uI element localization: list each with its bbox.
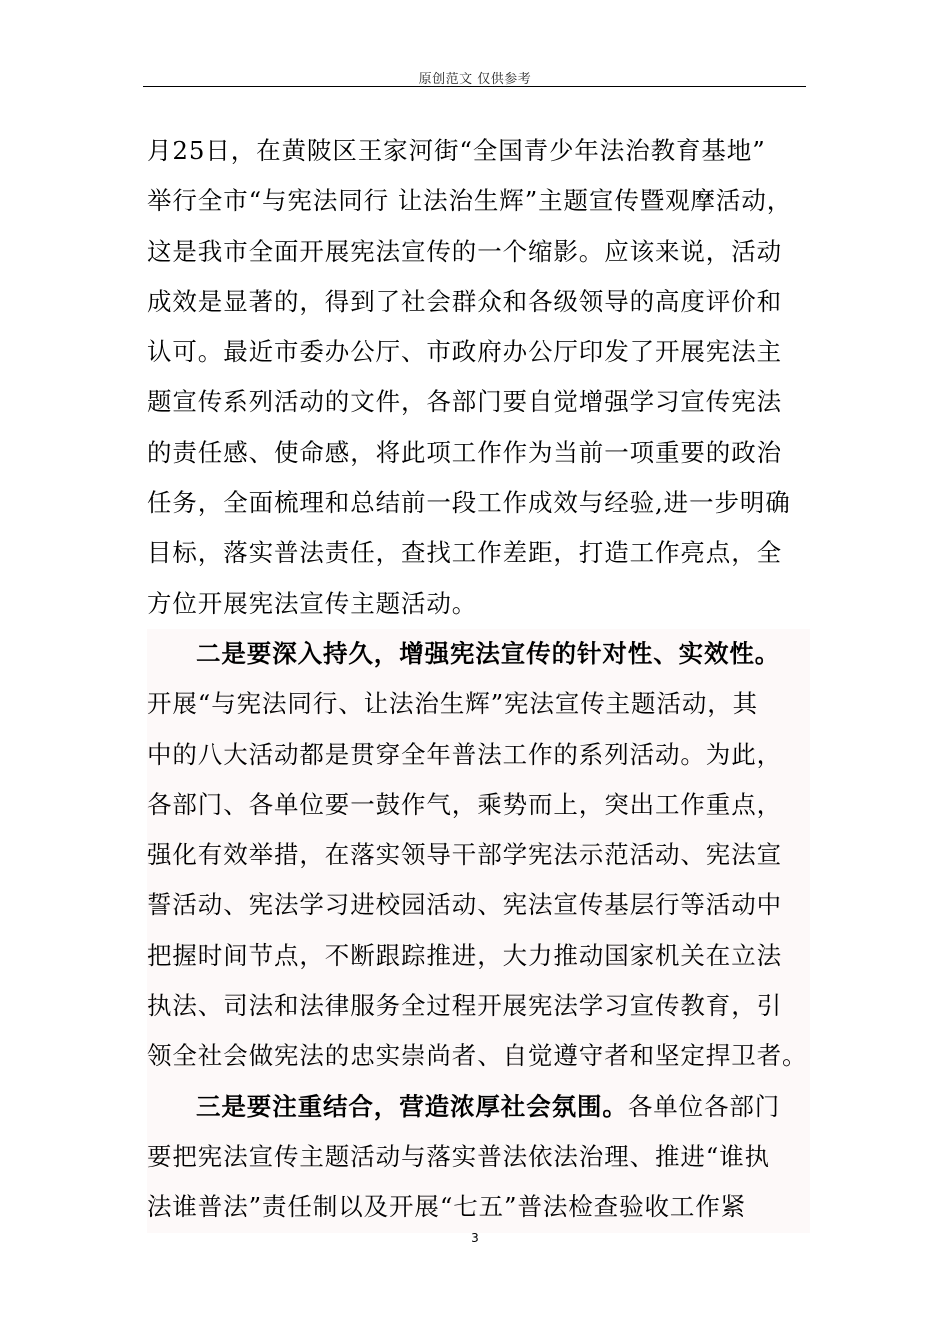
paragraph-heading-tail: 各单位各部门 bbox=[627, 1091, 781, 1121]
text-line: 举行全市“与宪法同行 让法治生辉”主题宣传暨观摩活动， bbox=[147, 186, 793, 216]
paragraph-2 bbox=[147, 629, 810, 1082]
text-line: 成效是显著的，得到了社会群众和各级领导的高度评价和 bbox=[147, 286, 782, 316]
document-body bbox=[147, 126, 810, 1233]
text-line: 各部门、各单位要一鼓作气，乘势而上，突出工作重点， bbox=[147, 789, 782, 819]
text-line: 月25日，在黄陂区王家河街“全国青少年法治教育基地” bbox=[147, 136, 766, 165]
paragraph-1 bbox=[147, 126, 810, 629]
text-line: 认可。最近市委办公厅、市政府办公厅印发了开展宪法主 bbox=[147, 337, 782, 367]
text-line: 题宣传系列活动的文件，各部门要自觉增强学习宣传宪法 bbox=[147, 387, 782, 417]
text-line: 强化有效举措，在落实领导干部学宪法示范活动、宪法宣 bbox=[147, 840, 782, 870]
text-line: 法谁普法”责任制以及开展“七五”普法检查验收工作紧 bbox=[147, 1192, 747, 1222]
header-rule bbox=[143, 86, 806, 87]
paragraph-heading: 二是要深入持久，增强宪法宣传的针对性、实效性。 bbox=[196, 638, 781, 668]
text-line: 开展“与宪法同行、让法治生辉”宪法宣传主题活动，其 bbox=[147, 689, 759, 719]
text-line: 要把宪法宣传主题活动与落实普法依法治理、推进“谁执 bbox=[147, 1141, 771, 1171]
text-line: 把握时间节点，不断跟踪推进，大力推动国家机关在立法 bbox=[147, 940, 782, 970]
page-number: 3 bbox=[471, 1231, 479, 1245]
paragraph-3 bbox=[147, 1082, 810, 1233]
text-line: 领全社会做宪法的忠实崇尚者、自觉遵守者和坚定捍卫者。 bbox=[147, 1041, 808, 1071]
text-line: 目标，落实普法责任，查找工作差距，打造工作亮点，全 bbox=[147, 538, 782, 568]
text-line: 这是我市全面开展宪法宣传的一个缩影。应该来说，活动 bbox=[147, 236, 782, 266]
text-line: 执法、司法和法律服务全过程开展宪法学习宣传教育，引 bbox=[147, 991, 782, 1021]
text-line: 任务，全面梳理和总结前一段工作成效与经验,进一步明确 bbox=[147, 488, 791, 518]
text-line: 誓活动、宪法学习进校园活动、宪法宣传基层行等活动中 bbox=[147, 890, 782, 920]
text-line: 的责任感、使命感，将此项工作作为当前一项重要的政治 bbox=[147, 437, 782, 467]
text-line: 方位开展宪法宣传主题活动。 bbox=[147, 588, 478, 618]
paragraph-first-line bbox=[147, 1082, 810, 1132]
text-line: 中的八大活动都是贯穿全年普法工作的系列活动。为此， bbox=[147, 739, 782, 769]
paragraph-heading: 三是要注重结合，营造浓厚社会氛围。 bbox=[196, 1091, 628, 1121]
page-header: 原创范文 仅供参考 bbox=[418, 72, 532, 87]
